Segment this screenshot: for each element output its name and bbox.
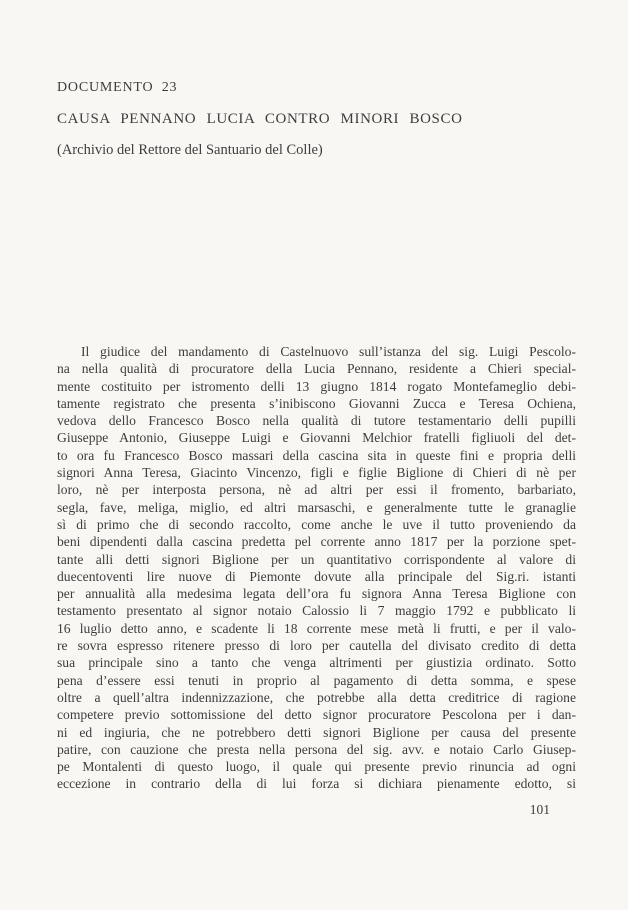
document-title: CAUSA PENNANO LUCIA CONTRO MINORI BOSCO [57, 111, 463, 127]
paragraph-line: sua principale sino a tanto che venga altrimenti per giustizia ordinato. Sotto [57, 655, 576, 671]
paragraph-line: segla, fave, meliga, miglio, ed altri marsaschi, e generalmente tutte le granaglie [57, 499, 576, 515]
paragraph-line: tante alli detti signori Biglione per un quantitativo corrispondente al valore di [57, 551, 576, 567]
paragraph-line: vedova dello Francesco Bosco nella qualità di tutore testamentario delli pupilli [57, 413, 576, 429]
paragraph-line: na nella qualità di procuratore della Lucia Pennano, residente a Chieri special- [57, 361, 576, 377]
paragraph-line: 16 luglio detto anno, e scadente li 18 corrente mese metà li frutti, e per il valo- [57, 620, 576, 636]
paragraph-line: tamente registrato che presenta s’inibiscono Giovanni Zucca e Teresa Ochiena, [57, 395, 576, 411]
paragraph-line: oltre a quell’altra indennizzazione, che potrebbe alla detta creditrice di ragione [57, 689, 576, 705]
paragraph-line: Giuseppe Antonio, Giuseppe Luigi e Giovanni Melchior fratelli figliuoli del det- [57, 430, 576, 446]
paragraph-line: loro, nè per interposta persona, nè ad altri per essi il fromento, barbariato, [57, 482, 576, 498]
paragraph-line: mente costituito per istromento delli 13 giugno 1814 rogato Montefameglio debi- [57, 378, 576, 394]
paragraph-line: pena d’essere essi tenuti in proprio al pagamento di detta somma, e spese [57, 672, 576, 688]
document-body-paragraph [57, 343, 576, 793]
paragraph-line: testamento presentato al signor notaio Calossio li 7 maggio 1792 e pubblicato li [57, 603, 576, 619]
paragraph-line: to ora fu Francesco Bosco massari della cascina sita in queste fini e propria delli [57, 447, 576, 463]
paragraph-line: patire, con cauzione che presta nella persona del sig. avv. e notaio Carlo Giusep- [57, 741, 576, 757]
paragraph-line: Il giudice del mandamento di Castelnuovo sull’istanza del sig. Luigi Pescolo- [81, 344, 576, 359]
archive-source-note: (Archivio del Rettore del Santuario del Colle) [57, 142, 323, 158]
paragraph-line: signori Anna Teresa, Giacinto Vincenzo, figli e figlie Biglione di Chieri di nè per [57, 465, 576, 481]
paragraph-line: competere previo sottomissione del detto signor procuratore Pescolona per i dan- [57, 707, 576, 723]
document-number-label: DOCUMENTO 23 [57, 80, 178, 95]
paragraph-line: beni dipendenti dalla cascina predetta pel corrente anno 1817 per la porzione spet- [57, 534, 576, 550]
paragraph-line: eccezione in contrario della di lui forza si dichiara pienamente edotto, si [57, 776, 576, 792]
paragraph-line: sì di primo che di secondo raccolto, come anche le uve il tutto proveniendo da [57, 516, 576, 532]
paragraph-line: per annualità alla medesima legata dell’ora fu signora Anna Teresa Biglione con [57, 586, 576, 602]
page-number: 101 [529, 802, 550, 817]
paragraph-line: re sovra espresso ritenere presso di loro per cautella del divisato credito di detta [57, 638, 576, 654]
paragraph-line: pe Montalenti di questo luogo, il quale qui presente previo rinuncia ad ogni [57, 759, 576, 775]
paragraph-line: duecentoventi lire nuove di Piemonte dovute alla principale del Sig.ri. istanti [57, 568, 576, 584]
paragraph-line: ni ed ingiuria, che ne potrebbero detti signori Biglione per causa del presente [57, 724, 576, 740]
